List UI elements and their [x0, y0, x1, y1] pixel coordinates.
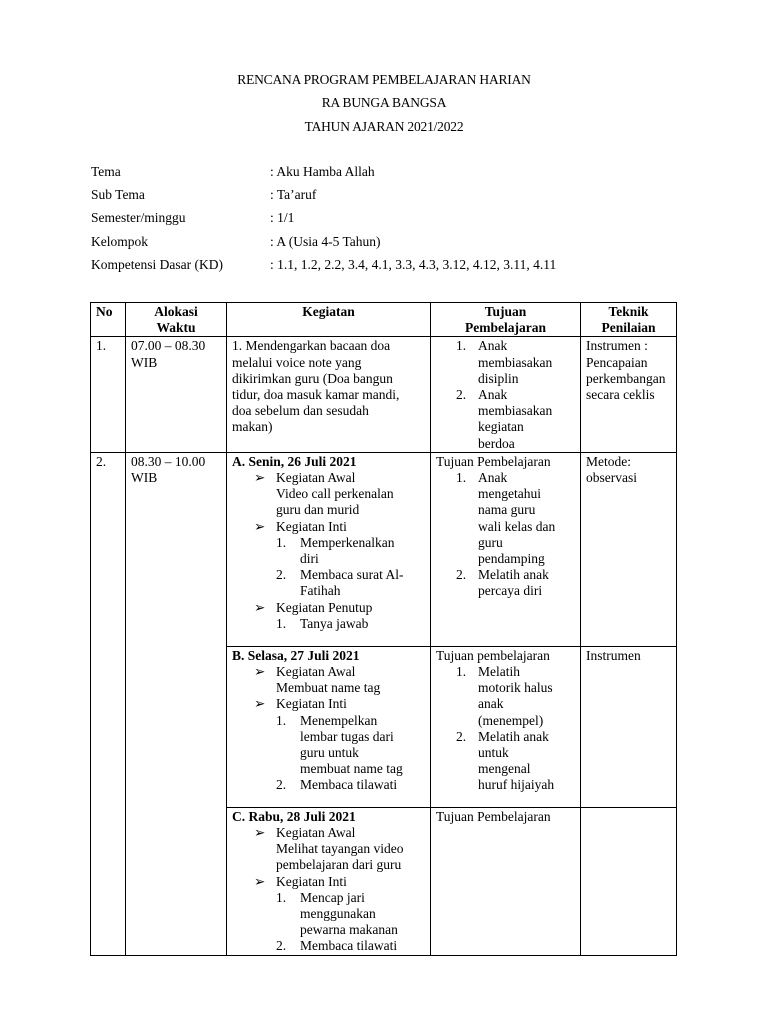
cell-no: 1.: [91, 337, 126, 452]
info-value: : Aku Hamba Allah: [270, 164, 375, 179]
table-row: [91, 337, 677, 452]
info-subtema: [91, 187, 317, 203]
info-kd: [91, 257, 557, 273]
info-label: Tema: [91, 164, 121, 179]
info-kelompok: [91, 234, 381, 250]
header-tujuan: Tujuan Pembelajaran: [431, 303, 581, 337]
arrow-bullet-icon: ➢: [254, 470, 266, 486]
arrow-bullet-icon: ➢: [254, 599, 266, 615]
arrow-bullet-icon: ➢: [254, 664, 266, 680]
info-semester: [91, 210, 295, 226]
table-row: [91, 452, 677, 646]
day-title: B. Selasa, 27 Juli 2021: [232, 647, 360, 663]
info-value: : A (Usia 4-5 Tahun): [270, 234, 381, 249]
info-label: Kelompok: [91, 234, 148, 249]
cell-waktu: 07.00 – 08.30 WIB: [126, 337, 227, 452]
header-kegiatan: Kegiatan: [227, 303, 431, 337]
academic-year: TAHUN AJARAN 2021/2022: [304, 119, 464, 134]
day-title: C. Rabu, 28 Juli 2021: [232, 808, 356, 824]
arrow-bullet-icon: ➢: [254, 518, 266, 534]
header-alokasi: Alokasi Waktu: [126, 303, 227, 337]
header-teknik: Teknik Penilaian: [581, 303, 677, 337]
day-title: A. Senin, 26 Juli 2021: [232, 453, 357, 469]
cell-no: 2.: [91, 452, 126, 955]
cell-teknik: Instrumen : Pencapaian perkembangan secara ceklis: [581, 337, 677, 452]
info-value: : 1/1: [270, 210, 295, 225]
table-header-row: [91, 303, 677, 337]
cell-teknik-day-c: [581, 807, 677, 955]
info-value: : 1.1, 1.2, 2.2, 3.4, 4.1, 3.3, 4.3, 3.12, 4.12, 3.11, 4.11: [270, 257, 557, 272]
arrow-bullet-icon: ➢: [254, 825, 266, 841]
doc-title: RENCANA PROGRAM PEMBELAJARAN HARIAN: [237, 72, 531, 87]
cell-tujuan-day-c: Tujuan Pembelajaran: [431, 807, 581, 955]
info-label: Semester/minggu: [91, 210, 186, 225]
cell-kegiatan-day-b: B. Selasa, 27 Juli 2021 ➢ Kegiatan Awal Membuat name tag ➢ Kegiatan Inti 1. Menempelkan lembar tugas dari guru untuk membuat name tag 2. Membaca tilawati: [227, 646, 431, 807]
arrow-bullet-icon: ➢: [254, 696, 266, 712]
cell-teknik-day-a: Metode: observasi: [581, 452, 677, 646]
cell-tujuan: 1. Anak membiasakan disiplin 2. Anak membiasakan kegiatan berdoa: [431, 337, 581, 452]
info-label: Sub Tema: [91, 187, 145, 202]
cell-kegiatan-day-a: A. Senin, 26 Juli 2021 ➢ Kegiatan Awal Video call perkenalan guru dan murid ➢ Kegiatan Inti 1. Memperkenalkan diri 2. Membaca surat Al- Fatihah ➢ Kegiatan Penutup 1. Tanya jawab: [227, 452, 431, 646]
info-label: Kompetensi Dasar (KD): [91, 257, 223, 272]
school-name: RA BUNGA BANGSA: [321, 95, 447, 110]
info-value: : Ta’aruf: [270, 187, 317, 202]
cell-waktu: 08.30 – 10.00 WIB: [126, 452, 227, 955]
cell-tujuan-day-b: Tujuan pembelajaran 1. Melatih motorik halus anak (menempel) 2. Melatih anak untuk mengenal huruf hijaiyah: [431, 646, 581, 807]
cell-kegiatan-day-c: C. Rabu, 28 Juli 2021 ➢ Kegiatan Awal Melihat tayangan video pembelajaran dari guru ➢ Kegiatan Inti 1. Mencap jari menggunakan pewarna makanan 2. Membaca tilawati: [227, 807, 431, 955]
arrow-bullet-icon: ➢: [254, 873, 266, 889]
info-tema: [91, 164, 375, 180]
plan-table: [90, 302, 677, 956]
cell-tujuan-day-a: Tujuan Pembelajaran 1. Anak mengetahui nama guru wali kelas dan guru pendamping 2. Melatih anak percaya diri: [431, 452, 581, 646]
cell-teknik-day-b: Instrumen: [581, 646, 677, 807]
cell-kegiatan: 1. Mendengarkan bacaan doa melalui voice note yang dikirimkan guru (Doa bangun tidur, doa masuk kamar mandi, doa sebelum dan sesudah makan): [227, 337, 431, 452]
header-no: No: [91, 303, 126, 337]
